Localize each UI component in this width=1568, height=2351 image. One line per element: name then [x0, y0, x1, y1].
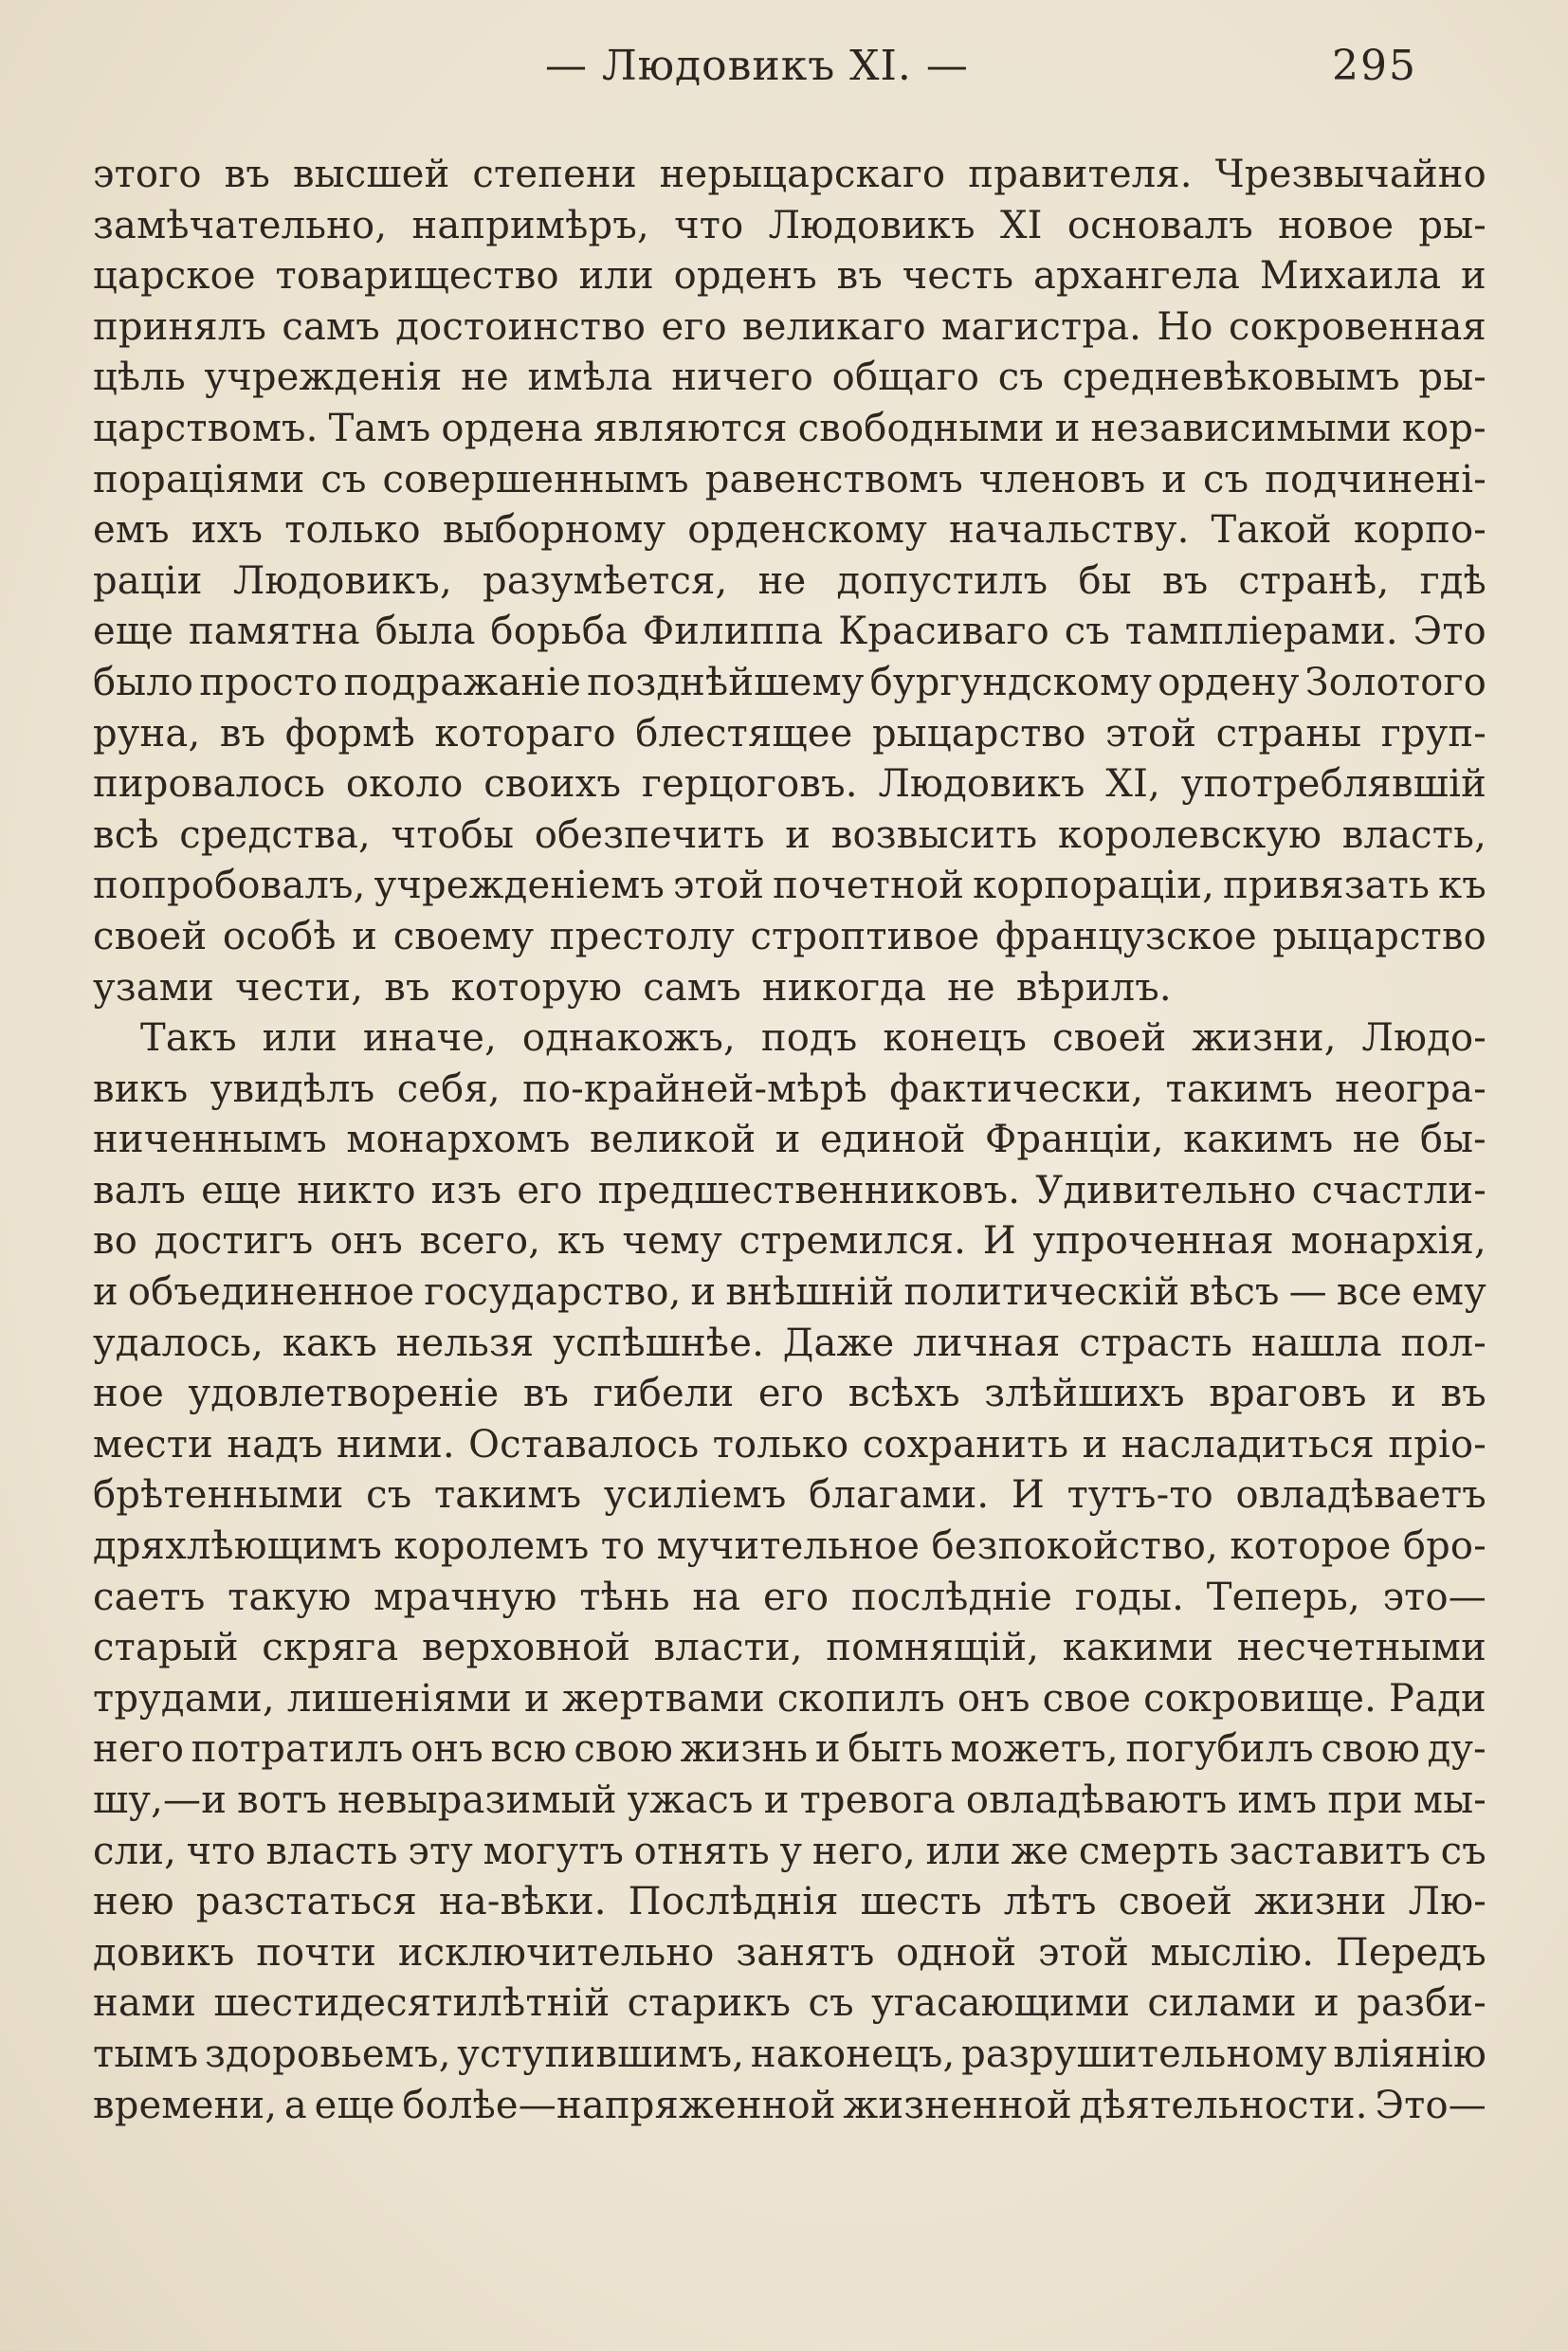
text-line: саетъ такую мрачную тѣнь на его послѣдніе годы. Теперь, это—: [93, 1575, 1486, 1619]
text-line: царское товарищество или орденъ въ честь архангела Михаила и: [93, 254, 1486, 299]
text-line: было просто подражаніе позднѣйшему бургундскому ордену Золотого: [93, 660, 1486, 704]
text-line: замѣчательно, напримѣръ, что Людовикъ XI основалъ новое ры-: [93, 203, 1486, 247]
text-line: пировалось около своихъ герцоговъ. Людовикъ XI, употреблявшій: [93, 762, 1486, 807]
text-line: этого въ высшей степени нерыцарскаго правителя. Чрезвычайно: [93, 153, 1486, 196]
text-line: узами чести, въ которую самъ никогда не вѣрилъ.: [93, 965, 1172, 1010]
text-line: пораціями съ совершеннымъ равенствомъ членовъ и съ подчиненi-: [93, 457, 1486, 501]
text-line: емъ ихъ только выборному орденскому начальству. Такой корпо-: [93, 508, 1486, 553]
page-number: 295: [1332, 42, 1417, 90]
text-line: сли, что власть эту могутъ отнять у него, или же смерть заставитъ съ: [93, 1829, 1486, 1873]
text-line: и объединенное государство, и внѣшній политическій вѣсъ — все ему: [93, 1270, 1486, 1315]
text-line: руна, въ формѣ котораго блестящее рыцарство этой страны груп-: [93, 711, 1486, 756]
running-title: — Людовикъ XI. —: [545, 42, 969, 90]
text-line: своей особѣ и своему престолу строптивое французское рыцарство: [93, 914, 1486, 958]
text-line: тымъ здоровьемъ, уступившимъ, наконецъ, разрушительному вліянію: [93, 2032, 1486, 2076]
text-line: брѣтенными съ такимъ усиліемъ благами. И тутъ-то овладѣваетъ: [93, 1473, 1486, 1518]
text-line: викъ увидѣлъ себя, по-крайней-мѣрѣ фактически, такимъ неогра-: [93, 1066, 1486, 1111]
text-line: удалось, какъ нельзя успѣшнѣе. Даже личная страсть нашла пол-: [93, 1321, 1486, 1365]
text-line: во достигъ онъ всего, къ чему стремился. И упроченная монархія,: [93, 1219, 1486, 1264]
text-line: ниченнымъ монархомъ великой и единой Франціи, какимъ не бы-: [93, 1118, 1486, 1162]
text-line: цѣль учрежденія не имѣла ничего общаго съ средневѣковымъ ры-: [93, 355, 1486, 400]
page-header: [0, 42, 1568, 108]
body-text: [93, 150, 1486, 2131]
text-line: нами шестидесятилѣтній старикъ съ угасающими силами и разби-: [93, 1981, 1486, 2026]
text-line: дряхлѣющимъ королемъ то мучительное безпокойство, которое бро-: [93, 1524, 1486, 1569]
text-line: раціи Людовикъ, разумѣется, не допустилъ бы въ странѣ, гдѣ: [93, 558, 1486, 603]
text-line: всѣ средства, чтобы обезпечить и возвысить королевскую власть,: [93, 812, 1486, 857]
text-line: времени, а еще болѣе—напряженной жизненной дѣятельности. Это—: [93, 2083, 1486, 2127]
text-line: валъ еще никто изъ его предшественниковъ. Удивительно счастли-: [93, 1168, 1486, 1212]
text-line: попробовалъ, учрежденіемъ этой почетной корпораціи, привязать къ: [93, 864, 1486, 908]
text-line: него потратилъ онъ всю свою жизнь и быть можетъ, погубилъ свою ду-: [93, 1727, 1486, 1772]
text-line: трудами, лишеніями и жертвами скопилъ онъ свое сокровище. Ради: [93, 1676, 1486, 1721]
text-line: довикъ почти исключительно занятъ одной этой мыслію. Передъ: [93, 1930, 1486, 1975]
text-line: Такъ или иначе, однакожъ, подъ конецъ своей жизни, Людо-: [140, 1016, 1486, 1061]
text-line: еще памятна была борьба Филиппа Красиваго съ тампліерами. Это: [93, 610, 1486, 654]
text-line: принялъ самъ достоинство его великаго магистра. Но сокровенная: [93, 304, 1486, 349]
text-line: старый скряга верховной власти, помнящій, какими несчетными: [93, 1626, 1486, 1670]
text-line: мести надъ ними. Оставалось только сохранить и насладиться пріо-: [93, 1422, 1486, 1467]
text-line: нею разстаться на-вѣки. Послѣднія шесть лѣтъ своей жизни Лю-: [93, 1880, 1486, 1924]
text-line: царствомъ. Тамъ ордена являются свободными и независимыми кор-: [93, 406, 1486, 450]
text-line: шу,—и вотъ невыразимый ужасъ и тревога овладѣваютъ имъ при мы-: [93, 1778, 1486, 1822]
text-line: ное удовлетвореніе въ гибели его всѣхъ злѣйшихъ враговъ и въ: [93, 1372, 1486, 1416]
